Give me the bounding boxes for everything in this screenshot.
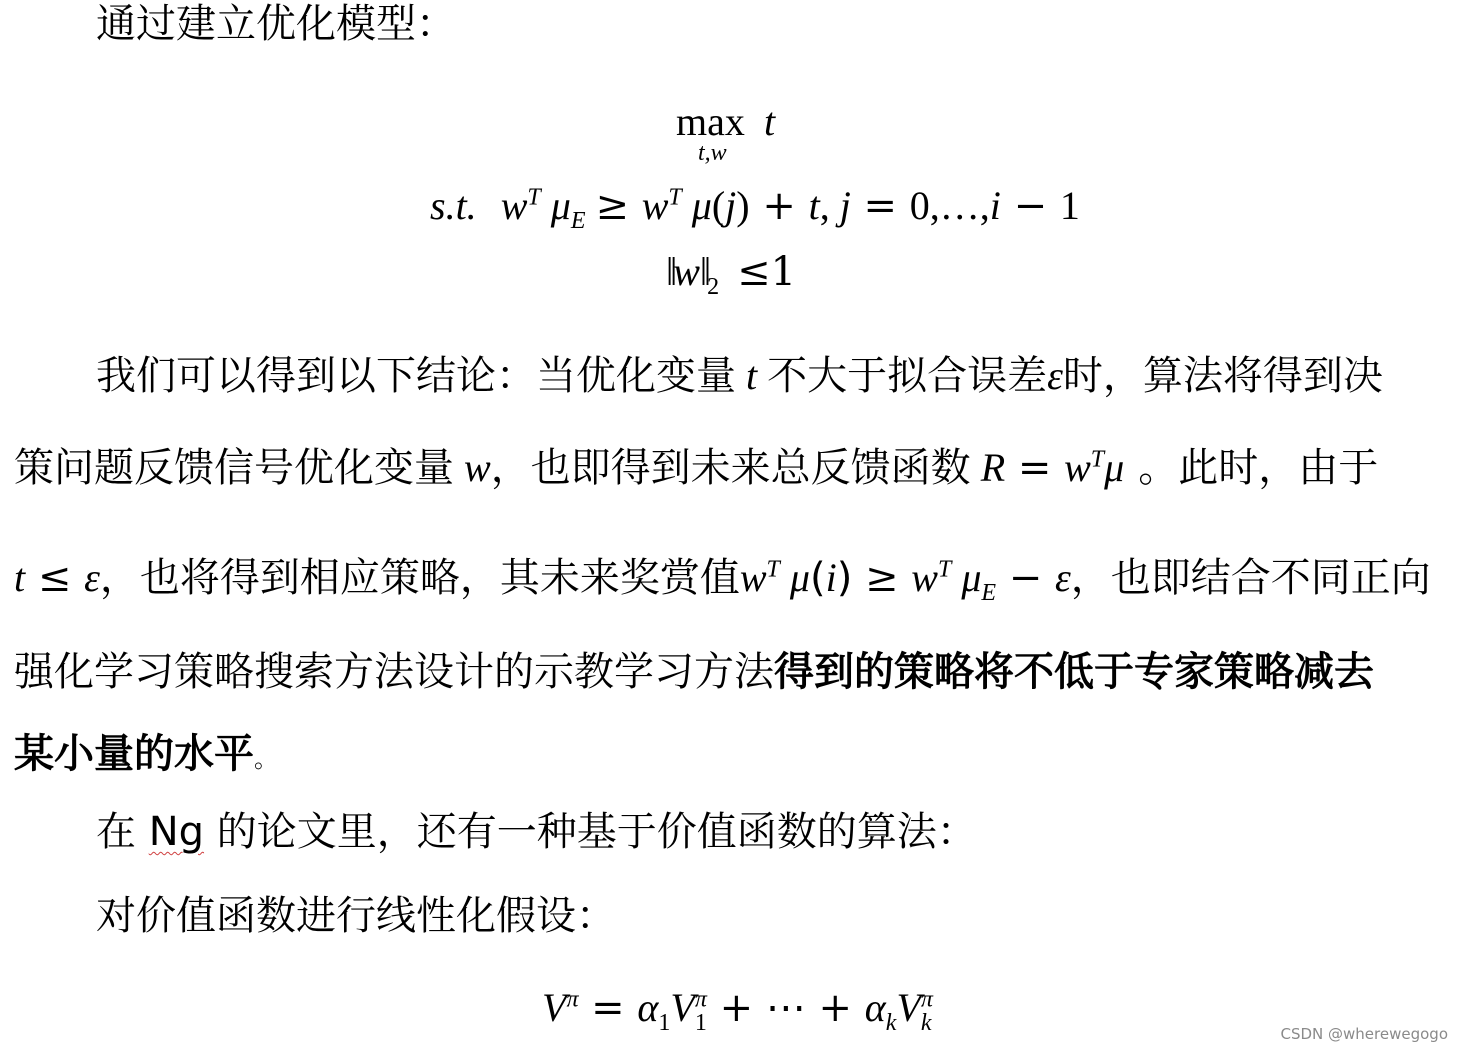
paragraph-1-line-3: t ≤ ε，也将得到相应策略，其未来奖赏值$w^T$ $\mu(i) \ge w^T$ $\mu_E - \varepsilon$，也即结合不同正向 [14, 555, 1431, 606]
paragraph-1-line-2: 策问题反馈信号优化变量 w，也即得到未来总反馈函数 $R = w^T\mu$ 。此时，由于 [14, 445, 1379, 491]
section-intro: 通过建立优化模型： [96, 1, 456, 47]
norm-bound: ≤1 [737, 249, 797, 295]
constraint-formula: s.t. $w^T$ $\mu_E \ge w^T$ μ(j) + t, j = 0,…,i − 1 [430, 183, 1080, 234]
objective-formula [676, 98, 786, 166]
objective-operator: max [676, 99, 745, 144]
watermark: CSDN @wherewegogo [1280, 1025, 1448, 1043]
paragraph-1-line-4: 强化学习策略搜索方法设计的示教学习方法得到的策略将不低于专家策略减去 [14, 649, 1374, 695]
constraint-prefix: s.t. [430, 183, 477, 228]
paragraph-2: 在 Ng 的论文里，还有一种基于价值函数的算法： [96, 809, 977, 855]
paragraph-1-line-5: 某小量的水平。 [14, 731, 278, 777]
value-function-formula: $V^\pi = \alpha_1V^\pi_1$ + ⋯ + $\alpha_kV^\pi_k$ [542, 985, 933, 1036]
paragraph-1-line-1: 我们可以得到以下结论：当优化变量 t 不大于拟合误差ε时，算法将得到决 [96, 353, 1383, 399]
objective-variable: t [763, 99, 776, 144]
norm-constraint-formula: $‖w‖_2 \le 1$ [666, 249, 797, 300]
objective-subscript: t,w [698, 140, 727, 166]
paragraph-3: 对价值函数进行线性化假设： [96, 893, 616, 939]
spellcheck-word: Ng [148, 809, 205, 855]
